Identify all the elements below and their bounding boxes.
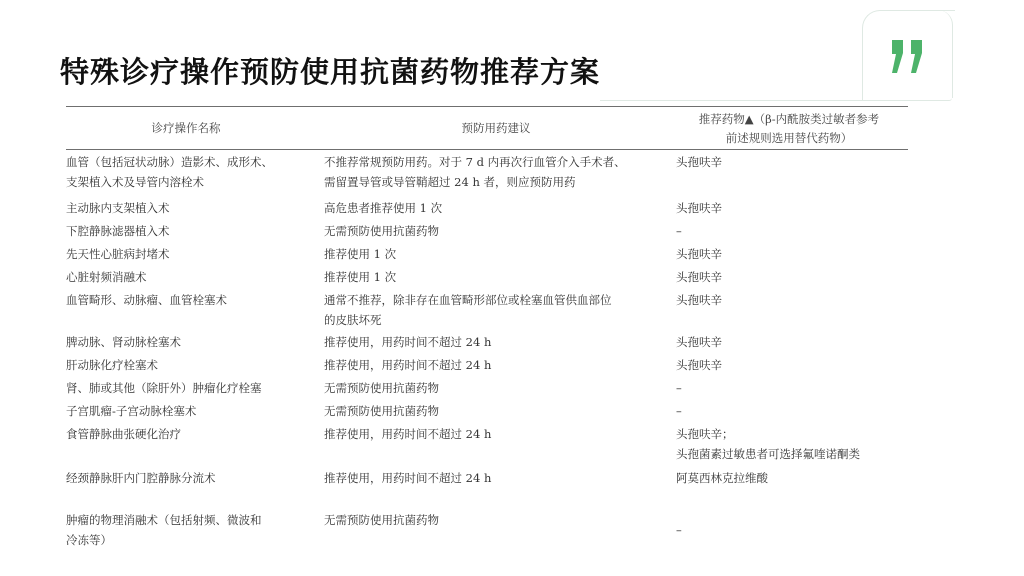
- table-cell-drug: [676, 290, 722, 310]
- header-drug-line2: 前述规则选用替代药物）: [725, 131, 853, 145]
- table-cell-sugg: [324, 198, 442, 218]
- table-cell-sugg: [324, 401, 439, 421]
- cell-line: 推荐使用，用药时间不超过 24 h: [324, 358, 492, 372]
- table-cell-proc: [66, 401, 196, 421]
- cell-line: 高危患者推荐使用 1 次: [324, 201, 443, 215]
- table-cell-proc: [66, 332, 181, 352]
- table-cell-drug: [676, 152, 722, 172]
- cell-line: 血管（包括冠状动脉）造影术、成形术、: [66, 155, 273, 169]
- table-cell-proc: [66, 424, 181, 444]
- table-cell-drug: [676, 198, 722, 218]
- cell-line: –: [676, 224, 682, 238]
- cell-line: –: [676, 404, 682, 418]
- table-cell-proc: [66, 378, 262, 398]
- cell-line: 主动脉内支架植入术: [66, 201, 170, 215]
- table-cell-proc: [66, 510, 262, 550]
- corner-decoration-edge: [938, 10, 953, 98]
- cell-line: 头孢菌素过敏患者可选择氟喹诺酮类: [676, 447, 860, 461]
- table-cell-proc: [66, 290, 227, 310]
- corner-decoration-bottom: [600, 98, 952, 101]
- table-cell-sugg: [324, 267, 396, 287]
- table-cell-drug: [676, 244, 722, 264]
- cell-line: 的皮肤坏死: [324, 313, 382, 327]
- table-cell-proc: [66, 152, 273, 192]
- page-title: 特殊诊疗操作预防使用抗菌药物推荐方案: [60, 55, 601, 89]
- table-cell-drug: [676, 468, 768, 488]
- recommendation-table: [66, 104, 908, 564]
- cell-line: 通常不推荐，除非存在血管畸形部位或栓塞血管供血部位: [324, 293, 612, 307]
- table-cell-proc: [66, 198, 170, 218]
- cell-line: 推荐使用 1 次: [324, 270, 397, 284]
- cell-line: 肿瘤的物理消融术（包括射频、微波和: [66, 513, 262, 527]
- table-cell-drug: [676, 520, 682, 540]
- table-cell-sugg: [324, 378, 439, 398]
- cell-line: –: [676, 381, 682, 395]
- table-cell-sugg: [324, 244, 396, 264]
- table-cell-proc: [66, 267, 147, 287]
- cell-line: 肾、肺或其他（除肝外）肿瘤化疗栓塞: [66, 381, 262, 395]
- cell-line: 头孢呋辛: [676, 201, 722, 215]
- cell-line: 不推荐常规预防用药。对于 7 d 内再次行血管介入手术者、: [324, 155, 626, 169]
- table-header-rule: [66, 149, 908, 150]
- table-cell-drug: [676, 355, 722, 375]
- table-cell-drug: [676, 267, 722, 287]
- cell-line: 推荐使用，用药时间不超过 24 h: [324, 471, 492, 485]
- table-cell-sugg: [324, 290, 612, 330]
- header-suggestion: 预防用药建议: [461, 121, 531, 135]
- cell-line: 下腔静脉滤器植入术: [66, 224, 170, 238]
- cell-line: 食管静脉曲张硬化治疗: [66, 427, 181, 441]
- table-top-rule: [66, 106, 908, 107]
- quote-icon: [888, 40, 928, 74]
- table-cell-proc: [66, 221, 170, 241]
- cell-line: 子宫肌瘤-子宫动脉栓塞术: [66, 404, 197, 418]
- table-cell-sugg: [324, 355, 491, 375]
- table-cell-drug: [676, 221, 682, 241]
- cell-line: 头孢呋辛: [676, 247, 722, 261]
- table-cell-sugg: [324, 424, 491, 444]
- cell-line: 脾动脉、肾动脉栓塞术: [66, 335, 181, 349]
- table-cell-proc: [66, 355, 158, 375]
- cell-line: 无需预防使用抗菌药物: [324, 224, 439, 238]
- cell-line: 头孢呋辛: [676, 155, 722, 169]
- cell-line: 无需预防使用抗菌药物: [324, 513, 439, 527]
- cell-line: 心脏射频消融术: [66, 270, 147, 284]
- table-cell-sugg: [324, 510, 439, 530]
- table-cell-sugg: [324, 221, 439, 241]
- header-drug: [670, 110, 908, 148]
- header-drug-line1: 推荐药物▲（β-内酰胺类过敏者参考: [698, 112, 880, 126]
- table-cell-drug: [676, 378, 682, 398]
- cell-line: 头孢呋辛；: [676, 427, 734, 441]
- cell-line: 推荐使用，用药时间不超过 24 h: [324, 427, 492, 441]
- table-cell-drug: [676, 332, 722, 352]
- header-procedure: 诊疗操作名称: [151, 121, 221, 135]
- cell-line: 无需预防使用抗菌药物: [324, 381, 439, 395]
- cell-line: 肝动脉化疗栓塞术: [66, 358, 158, 372]
- cell-line: 推荐使用，用药时间不超过 24 h: [324, 335, 492, 349]
- cell-line: 无需预防使用抗菌药物: [324, 404, 439, 418]
- cell-line: 冷冻等）: [66, 533, 112, 547]
- cell-line: –: [676, 523, 682, 537]
- table-cell-sugg: [324, 332, 491, 352]
- cell-line: 血管畸形、动脉瘤、血管栓塞术: [66, 293, 227, 307]
- cell-line: 经颈静脉肝内门腔静脉分流术: [66, 471, 216, 485]
- table-cell-drug: [676, 401, 682, 421]
- cell-line: 头孢呋辛: [676, 335, 722, 349]
- table-cell-drug: [676, 424, 860, 464]
- table-cell-proc: [66, 244, 170, 264]
- cell-line: 需留置导管或导管鞘超过 24 h 者，则应预防用药: [324, 175, 576, 189]
- cell-line: 头孢呋辛: [676, 358, 722, 372]
- table-cell-proc: [66, 468, 216, 488]
- table-cell-sugg: [324, 152, 626, 192]
- table-cell-sugg: [324, 468, 491, 488]
- cell-line: 阿莫西林克拉维酸: [676, 471, 768, 485]
- cell-line: 推荐使用 1 次: [324, 247, 397, 261]
- cell-line: 支架植入术及导管内溶栓术: [66, 175, 204, 189]
- cell-line: 先天性心脏病封堵术: [66, 247, 170, 261]
- cell-line: 头孢呋辛: [676, 270, 722, 284]
- cell-line: 头孢呋辛: [676, 293, 722, 307]
